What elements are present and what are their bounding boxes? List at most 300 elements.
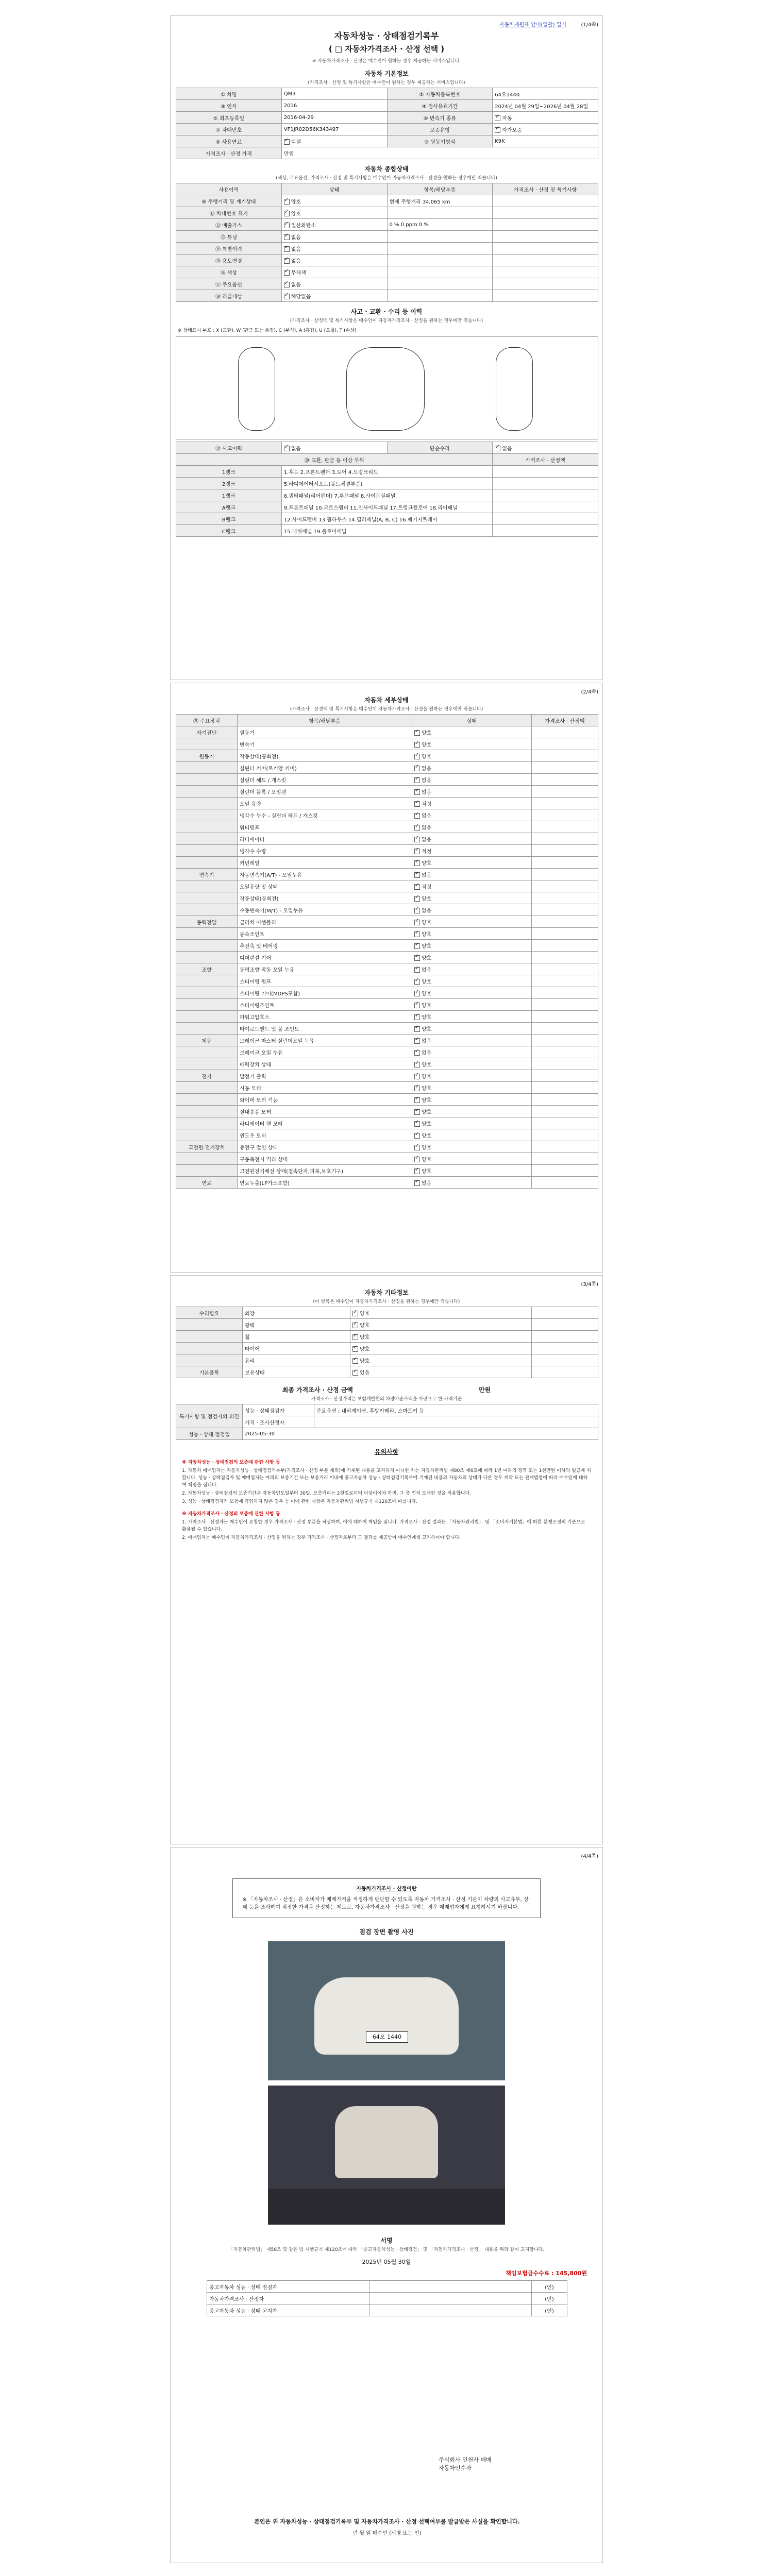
detail-group bbox=[176, 999, 238, 1011]
checkbox-icon bbox=[414, 789, 420, 795]
rank-amount bbox=[493, 478, 598, 489]
signer-mark: (인) bbox=[532, 2304, 567, 2316]
checkbox-icon bbox=[414, 908, 420, 913]
checkbox-icon bbox=[414, 967, 420, 973]
table-row bbox=[207, 2304, 567, 2316]
footer-text: 본인은 위 자동차성능 · 상태점검기록부 및 자동차가격조사 · 산정 선택여부를 발급받은 사실을 확인합니다. bbox=[254, 2518, 520, 2525]
detail-amount bbox=[532, 940, 598, 952]
detail-group bbox=[176, 786, 238, 798]
status-state: ✓ 양호 bbox=[281, 195, 387, 207]
special-inspector: 성능 · 상태점검자 bbox=[243, 1404, 314, 1416]
other-section-title: 자동차 기타정보 bbox=[364, 1289, 409, 1296]
detail-state: ✓ 양호 bbox=[412, 1082, 532, 1094]
detail-group bbox=[176, 928, 238, 940]
detail-group bbox=[176, 1023, 238, 1035]
fee-label: 책임보험금수수료 : 145,800원 bbox=[506, 2270, 587, 2277]
table-row bbox=[176, 798, 598, 809]
status-section-note: (색상, 주요옵션, 가격조사 · 산정 및 특기사항은 매수인이 자동차가격조사 · 산정을 원하는 경우에만 적습니다) bbox=[276, 176, 497, 181]
checkbox-icon bbox=[284, 246, 290, 252]
detail-group bbox=[176, 1094, 238, 1106]
table-row bbox=[176, 501, 598, 513]
detail-head: 가격조사 · 산정액 bbox=[532, 715, 598, 726]
checkbox-icon bbox=[284, 270, 290, 276]
accident-value: ✓ 없음 bbox=[281, 442, 387, 454]
status-state: ✓ 없음 bbox=[281, 231, 387, 243]
detail-state: ✓ 양호 bbox=[412, 987, 532, 999]
rank-amount bbox=[493, 513, 598, 525]
detail-group bbox=[176, 1165, 238, 1177]
receiver-label: 주식회사 인천카 매매 bbox=[439, 2456, 492, 2463]
detail-item: 라디에이터 bbox=[238, 833, 412, 845]
detail-item: 시동 모터 bbox=[238, 1082, 412, 1094]
table-row bbox=[176, 231, 598, 243]
detail-head: 상태 bbox=[412, 715, 532, 726]
detail-amount bbox=[532, 1153, 598, 1165]
table-row bbox=[176, 928, 598, 940]
detail-amount bbox=[532, 1165, 598, 1177]
other-amount bbox=[532, 1354, 598, 1366]
table-row bbox=[176, 1117, 598, 1129]
inspection: 2024년 04월 29일~2026년 04월 28일 bbox=[493, 100, 598, 112]
detail-group bbox=[176, 845, 238, 857]
detail-state: ✓ 양호 bbox=[412, 999, 532, 1011]
table-row bbox=[176, 255, 598, 266]
status-state: ✓ 해당없음 bbox=[281, 290, 387, 302]
detail-group bbox=[176, 1082, 238, 1094]
detail-item: 와이퍼 모터 기능 bbox=[238, 1094, 412, 1106]
status-state: ✓ 없음 bbox=[281, 243, 387, 255]
detail-group bbox=[176, 1117, 238, 1129]
detail-amount bbox=[532, 857, 598, 869]
other-label: 기본품목 bbox=[176, 1366, 243, 1378]
rank-items: 5.라디에이터서포트(볼트체결부품) bbox=[281, 478, 493, 489]
page-1 bbox=[170, 15, 603, 680]
table-row bbox=[176, 1153, 598, 1165]
detail-item: 워터펌프 bbox=[238, 821, 412, 833]
first-reg-label: ⑤ 최초등록일 bbox=[176, 112, 282, 124]
status-amount bbox=[493, 231, 598, 243]
detail-item: 작동상태(공회전) bbox=[238, 892, 412, 904]
table-row bbox=[176, 845, 598, 857]
checkbox-icon bbox=[495, 127, 500, 133]
other-item: 보유상태 bbox=[243, 1366, 350, 1378]
basic-section-note: (가격조사 · 산정 및 특기사항은 매수인이 원하는 경우 제공하는 서비스입니다) bbox=[308, 80, 465, 86]
table-row bbox=[176, 478, 598, 489]
rear-photo bbox=[268, 2086, 505, 2225]
status-label: ⑬ 튜닝 bbox=[176, 231, 282, 243]
sign-date: 2025년 05월 30일 bbox=[362, 2259, 411, 2265]
date-label: 성능 · 상태 점검일 bbox=[176, 1428, 243, 1440]
first-reg: 2016-04-29 bbox=[281, 112, 387, 124]
table-row bbox=[176, 940, 598, 952]
checkbox-icon bbox=[414, 872, 420, 878]
detail-state: ✓ 없음 bbox=[412, 821, 532, 833]
checkbox-icon bbox=[414, 1109, 420, 1115]
table-row bbox=[176, 1141, 598, 1153]
license-plate: 64오 1440 bbox=[366, 2031, 408, 2043]
detail-state: ✓ 양호 bbox=[412, 1165, 532, 1177]
checkbox-icon bbox=[414, 979, 420, 985]
detail-group bbox=[176, 1046, 238, 1058]
table-row bbox=[176, 525, 598, 537]
status-label: ⑩ 주행거리 및 계기상태 bbox=[176, 195, 282, 207]
table-row bbox=[176, 952, 598, 963]
detail-group bbox=[176, 738, 238, 750]
rank-items: 9.프론트패널 10.크로스멤버 11.인사이드패널 17.트렁크플로어 18.리어패널 bbox=[281, 501, 493, 513]
page-number: (3/4쪽) bbox=[581, 1282, 598, 1287]
status-state: ✓ 없음 bbox=[281, 255, 387, 266]
status-item bbox=[387, 278, 493, 290]
table-row bbox=[176, 880, 598, 892]
status-state: ✓ 무채색 bbox=[281, 266, 387, 278]
detail-group bbox=[176, 762, 238, 774]
detail-item: 실린더 블록 / 오일팬 bbox=[238, 786, 412, 798]
doc-title: 자동차성능 · 상태점검기록부 bbox=[334, 31, 439, 41]
table-row bbox=[176, 1354, 598, 1366]
detail-state: ✓ 없음 bbox=[412, 786, 532, 798]
inspection-label: ④ 검사유효기간 bbox=[387, 100, 493, 112]
accident-label: ⑲ 사고이력 bbox=[176, 442, 282, 454]
notice-sub1: ※ 자동차성능 · 상태점검의 보증에 관한 사항 등 bbox=[182, 1460, 280, 1465]
status-item bbox=[387, 290, 493, 302]
checkbox-icon bbox=[284, 139, 290, 145]
checkbox-icon bbox=[414, 754, 420, 759]
checkbox-icon bbox=[352, 1370, 358, 1376]
table-row bbox=[176, 278, 598, 290]
detail-item: 수동변속기(M/T) - 오일누유 bbox=[238, 904, 412, 916]
vin: VF1JR02D56K343497 bbox=[281, 124, 387, 135]
table-row bbox=[176, 1023, 598, 1035]
table-row bbox=[176, 916, 598, 928]
detail-item: 동력조향 작동 오일 누유 bbox=[238, 963, 412, 975]
detail-amount bbox=[532, 987, 598, 999]
detail-amount bbox=[532, 726, 598, 738]
valuation-info-text: ※ 「자동차조사 · 산정」은 소비자가 매매가격을 적정하게 판단할 수 있도록 자동차 가격조사 · 산정 기관이 차량의 사고유무, 상태 등을 조사하여 적정한 가격을 산정하는 제도로, 자동차가격조사 · 산정을 원하는 경우 매매업자에게 요청하시기 바랍니다. bbox=[242, 1897, 529, 1910]
signer-name bbox=[369, 2281, 532, 2293]
year-label: ③ 연식 bbox=[176, 100, 282, 112]
detail-amount bbox=[532, 1070, 598, 1082]
detail-amount bbox=[532, 1106, 598, 1117]
detail-amount bbox=[532, 975, 598, 987]
checkbox-icon bbox=[414, 1180, 420, 1186]
detail-amount bbox=[532, 762, 598, 774]
warranty: ✓ 자가보증 bbox=[493, 124, 598, 135]
checkbox-icon bbox=[414, 1133, 420, 1139]
detail-state: ✓ 양호 bbox=[412, 1153, 532, 1165]
table-row bbox=[176, 1331, 598, 1343]
status-amount bbox=[493, 195, 598, 207]
table-row bbox=[176, 1165, 598, 1177]
checkbox-icon bbox=[414, 1038, 420, 1044]
checkbox-icon bbox=[414, 931, 420, 937]
detail-item: 커먼레일 bbox=[238, 857, 412, 869]
reg-no: 64오1440 bbox=[493, 88, 598, 100]
table-row bbox=[176, 821, 598, 833]
detail-state: ✓ 적정 bbox=[412, 798, 532, 809]
checkbox-icon bbox=[414, 777, 420, 783]
checkbox-icon bbox=[352, 1358, 358, 1364]
table-row bbox=[176, 1035, 598, 1046]
detail-state: ✓ 양호 bbox=[412, 892, 532, 904]
table-row bbox=[176, 999, 598, 1011]
warranty-label: 보증유형 bbox=[387, 124, 493, 135]
other-state: ✓ 있음 bbox=[350, 1366, 532, 1378]
table-row bbox=[176, 1046, 598, 1058]
car-name-label: ① 차명 bbox=[176, 88, 282, 100]
car-left-icon bbox=[238, 347, 275, 431]
table-row bbox=[176, 975, 598, 987]
status-item bbox=[387, 266, 493, 278]
rank-amount bbox=[493, 489, 598, 501]
checkbox-icon bbox=[284, 282, 290, 287]
front-photo bbox=[268, 1941, 505, 2080]
other-amount bbox=[532, 1343, 598, 1354]
checkbox-icon bbox=[414, 1050, 420, 1056]
rank-label: C랭크 bbox=[176, 525, 282, 537]
notice-p2: 2. 자동차성능 · 상태점검의 보증기간은 자동차인도일부터 30일, 보증거리는 2천킬로미터 이상이어야 하며, 그 중 먼저 도래한 것을 적용합니다. bbox=[182, 1491, 472, 1496]
detail-section-title: 자동차 세부상태 bbox=[364, 697, 409, 704]
detail-item: 실린더 커버(로커암 커버) bbox=[238, 762, 412, 774]
detail-item: 스티어링조인트 bbox=[238, 999, 412, 1011]
table-row bbox=[176, 243, 598, 255]
rank-items: 12.사이드멤버 13.휠하우스 14.필러패널(A, B, C) 16.패키지트레이 bbox=[281, 513, 493, 525]
detail-amount bbox=[532, 1011, 598, 1023]
detail-amount bbox=[532, 892, 598, 904]
checkbox-icon bbox=[414, 1062, 420, 1067]
checkbox-icon bbox=[414, 943, 420, 949]
detail-group bbox=[176, 833, 238, 845]
detail-item: 자동변속기(A/T) - 오일누유 bbox=[238, 869, 412, 880]
detail-state: ✓ 양호 bbox=[412, 1011, 532, 1023]
status-item bbox=[387, 255, 493, 266]
detail-state: ✓ 양호 bbox=[412, 1094, 532, 1106]
detail-group bbox=[176, 809, 238, 821]
status-amount bbox=[493, 290, 598, 302]
checkbox-icon bbox=[414, 849, 420, 854]
notice-p4: 1. 가격조사 · 산정자는 매수인이 요청한 경우 가격조사 · 산정 부분을 작성하며, 이에 대하여 책임을 집니다. 가격조사 · 산정 결과는 「자동차관리법」 및 「소비자기본법」에 따른 분쟁조정의 기준으로 활용될 수 있습니다. bbox=[182, 1520, 585, 1532]
detail-item: 파워고압호스 bbox=[238, 1011, 412, 1023]
table-row bbox=[176, 466, 598, 478]
detail-amount bbox=[532, 952, 598, 963]
sign-title: 서명 bbox=[380, 2237, 393, 2244]
car-right-icon bbox=[496, 347, 533, 431]
table-row bbox=[176, 726, 598, 738]
status-label: ⑫ 배출가스 bbox=[176, 219, 282, 231]
other-state: ✓ 양호 bbox=[350, 1343, 532, 1354]
other-label bbox=[176, 1319, 243, 1331]
car-name: QM3 bbox=[281, 88, 387, 100]
detail-item: 연료누출(LP가스포함) bbox=[238, 1177, 412, 1189]
doc-subtitle: ( □ 자동차가격조사 · 산정 선택 ) bbox=[328, 44, 445, 54]
basic-section-title: 자동차 기본정보 bbox=[364, 70, 409, 77]
other-state: ✓ 양호 bbox=[350, 1307, 532, 1319]
signer-name bbox=[369, 2304, 532, 2316]
table-row bbox=[176, 774, 598, 786]
detail-item: 충전구 절연 상태 bbox=[238, 1141, 412, 1153]
checkbox-icon bbox=[414, 1168, 420, 1174]
detail-state: ✓ 양호 bbox=[412, 1058, 532, 1070]
checkbox-icon bbox=[414, 1026, 420, 1032]
detail-item: 윈도우 모터 bbox=[238, 1129, 412, 1141]
status-label: ⑱ 리콜대상 bbox=[176, 290, 282, 302]
status-state: ✓ 일산화탄소 bbox=[281, 219, 387, 231]
checkbox-icon bbox=[352, 1323, 358, 1328]
detail-state: ✓ 없음 bbox=[412, 963, 532, 975]
status-label: ⑭ 특별이력 bbox=[176, 243, 282, 255]
damage-legend: ※ 상태표시 부호 : X (교환), W (판금 또는 용접), C (부식), A (흠집), U (요철), T (손상) bbox=[178, 328, 357, 333]
lift-floor bbox=[268, 2189, 505, 2225]
detail-item: 변속기 bbox=[238, 738, 412, 750]
status-head: 가격조사 · 산정 및 특기사항 bbox=[493, 183, 598, 195]
detail-state: ✓ 양호 bbox=[412, 1141, 532, 1153]
price-label: 가격조사 · 산정 가격 bbox=[176, 147, 282, 159]
checkbox-icon bbox=[284, 446, 290, 451]
table-row bbox=[176, 869, 598, 880]
status-head: 사용이력 bbox=[176, 183, 282, 195]
detail-item: 냉각수 수량 bbox=[238, 845, 412, 857]
checkbox-icon bbox=[352, 1346, 358, 1352]
price-value: 만원 bbox=[281, 147, 598, 159]
table-row bbox=[176, 1070, 598, 1082]
detail-item: 구동축전지 격리 상태 bbox=[238, 1153, 412, 1165]
status-amount bbox=[493, 207, 598, 219]
table-row bbox=[176, 963, 598, 975]
detail-group bbox=[176, 904, 238, 916]
rank-amount bbox=[493, 501, 598, 513]
detail-amount bbox=[532, 999, 598, 1011]
checkbox-icon bbox=[414, 742, 420, 748]
table-row bbox=[176, 489, 598, 501]
status-section-title: 자동차 종합상태 bbox=[364, 165, 409, 173]
detail-state: ✓ 양호 bbox=[412, 726, 532, 738]
vin-label: ⑦ 차대번호 bbox=[176, 124, 282, 135]
detail-state: ✓ 양호 bbox=[412, 1070, 532, 1082]
detail-state: ✓ 없음 bbox=[412, 904, 532, 916]
status-label: ⑰ 주요옵션 bbox=[176, 278, 282, 290]
detail-table bbox=[176, 714, 598, 1189]
other-table bbox=[176, 1307, 598, 1378]
checkbox-icon bbox=[495, 446, 500, 451]
signer-name bbox=[369, 2293, 532, 2304]
rank-items: 1.후드 2.프론트펜더 3.도어 4.트렁크리드 bbox=[281, 466, 493, 478]
table-row bbox=[176, 904, 598, 916]
detail-head: ㉑ 주요장치 bbox=[176, 715, 238, 726]
detail-state: ✓ 양호 bbox=[412, 928, 532, 940]
rank-label: 2랭크 bbox=[176, 478, 282, 489]
status-amount bbox=[493, 278, 598, 290]
other-item: 타이어 bbox=[243, 1343, 350, 1354]
notice-sub2: ※ 자동차가격조사 · 산정의 보증에 관한 사항 등 bbox=[182, 1512, 280, 1517]
detail-state: ✓ 양호 bbox=[412, 952, 532, 963]
table-row bbox=[207, 2293, 567, 2304]
page-3 bbox=[170, 1275, 603, 1844]
fuel: ✓ 디젤 bbox=[281, 135, 387, 147]
checkbox-icon bbox=[284, 223, 290, 228]
detail-amount bbox=[532, 1082, 598, 1094]
detail-amount bbox=[532, 928, 598, 940]
page-number: (1/4쪽) bbox=[581, 22, 598, 28]
page-2 bbox=[170, 683, 603, 1273]
valuation-info-title: 자동차가격조사 · 산정이란 bbox=[356, 1886, 417, 1892]
detail-group bbox=[176, 1106, 238, 1117]
detail-item: 고전원전기배선 상태(접속단자,피복,보호기구) bbox=[238, 1165, 412, 1177]
detail-amount bbox=[532, 1117, 598, 1129]
detail-state: ✓ 없음 bbox=[412, 1046, 532, 1058]
fuel-label: ⑧ 사용연료 bbox=[176, 135, 282, 147]
checkbox-icon bbox=[284, 294, 290, 299]
detail-state: ✓ 양호 bbox=[412, 940, 532, 952]
table-row bbox=[176, 809, 598, 821]
receiver-block bbox=[439, 2455, 492, 2472]
status-label: ⑮ 용도변경 bbox=[176, 255, 282, 266]
detail-amount bbox=[532, 1129, 598, 1141]
checkbox-icon bbox=[414, 920, 420, 925]
checkbox-icon bbox=[284, 211, 290, 216]
table-row bbox=[176, 1343, 598, 1354]
status-item bbox=[387, 243, 493, 255]
status-item: 현재 주행거리 34,065 km bbox=[387, 195, 493, 207]
trans-label: ⑥ 변속기 종류 bbox=[387, 112, 493, 124]
status-amount bbox=[493, 266, 598, 278]
detail-item: 라디에이터 팬 모터 bbox=[238, 1117, 412, 1129]
detail-state: ✓ 없음 bbox=[412, 833, 532, 845]
detail-amount bbox=[532, 1046, 598, 1058]
status-item bbox=[387, 207, 493, 219]
detail-state: ✓ 양호 bbox=[412, 857, 532, 869]
table-row bbox=[176, 1094, 598, 1106]
page-number: (2/4쪽) bbox=[581, 689, 598, 695]
detail-group bbox=[176, 798, 238, 809]
detail-group bbox=[176, 952, 238, 963]
spec-link[interactable]: 자동차제원표 안내(일괄) 열기 bbox=[499, 22, 566, 28]
other-item: 휠 bbox=[243, 1331, 350, 1343]
checkbox-icon bbox=[352, 1311, 358, 1316]
detail-amount bbox=[532, 738, 598, 750]
valuation-note: 가격조사 · 산정가격은 보험개발원의 차량기준가액을 바탕으로 한 가격기준 bbox=[311, 1397, 462, 1402]
other-item: 외장 bbox=[243, 1307, 350, 1319]
checkbox-icon bbox=[284, 234, 290, 240]
table-row bbox=[176, 1366, 598, 1378]
signer-mark: (인) bbox=[532, 2281, 567, 2293]
rank-items: 15.대쉬패널 19.플로어패널 bbox=[281, 525, 493, 537]
checkbox-icon bbox=[414, 801, 420, 807]
checkbox-icon bbox=[414, 991, 420, 996]
detail-amount bbox=[532, 1035, 598, 1046]
checkbox-icon bbox=[414, 730, 420, 736]
detail-state: ✓ 없음 bbox=[412, 869, 532, 880]
detail-item: 원동기 bbox=[238, 726, 412, 738]
trans: ✓ 자동 bbox=[493, 112, 598, 124]
checkbox-icon bbox=[352, 1334, 358, 1340]
detail-amount bbox=[532, 1023, 598, 1035]
notice-p5: 2. 매매업자는 매수인이 자동차가격조사 · 산정을 원하는 경우 가격조사 · 산정자로부터 그 결과를 제공받아 매수인에게 고지하여야 합니다. bbox=[182, 1535, 461, 1540]
detail-item: 작동상태(공회전) bbox=[238, 750, 412, 762]
detail-state: ✓ 적정 bbox=[412, 845, 532, 857]
detail-state: ✓ 양호 bbox=[412, 1023, 532, 1035]
checkbox-icon bbox=[414, 860, 420, 866]
other-item: 유리 bbox=[243, 1354, 350, 1366]
table-row bbox=[176, 786, 598, 798]
detail-group: 연료 bbox=[176, 1177, 238, 1189]
other-section-note: (이 항목은 매수인이 자동차가격조사 · 산정을 원하는 경우에만 적습니다) bbox=[313, 1299, 460, 1304]
reg-no-label: ② 자동차등록번호 bbox=[387, 88, 493, 100]
valuation-info-box bbox=[232, 1878, 541, 1918]
checkbox-icon bbox=[284, 258, 290, 264]
rank-label: 1랭크 bbox=[176, 466, 282, 478]
special-table bbox=[176, 1404, 598, 1440]
rank-label: A랭크 bbox=[176, 501, 282, 513]
table-row bbox=[176, 1319, 598, 1331]
